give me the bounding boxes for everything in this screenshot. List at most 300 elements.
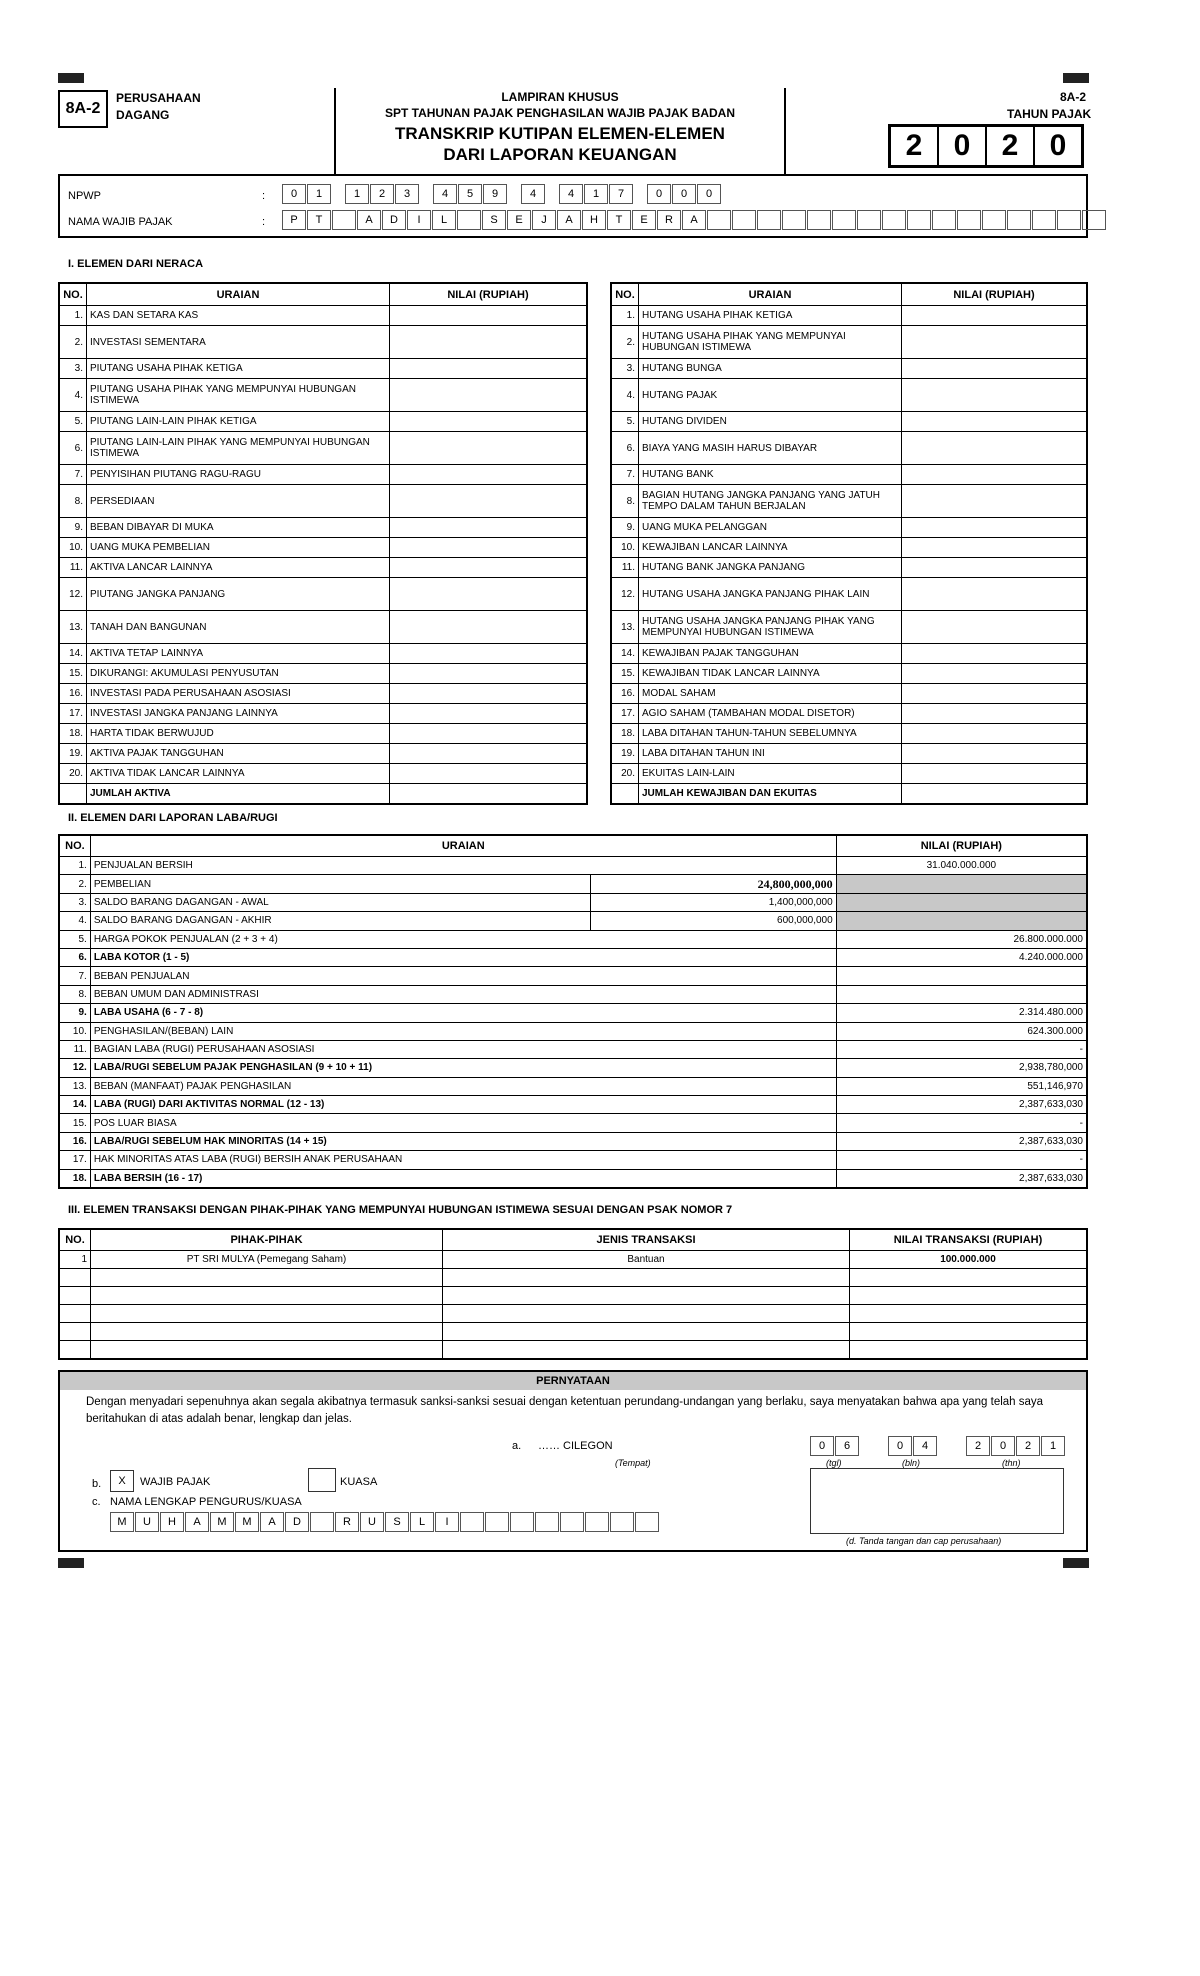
year-digit: 2 xyxy=(986,126,1034,166)
col-nilai-transaksi: NILAI TRANSAKSI (RUPIAH) xyxy=(850,1229,1088,1251)
table-row xyxy=(59,1022,1087,1040)
char-cell: P xyxy=(282,210,306,230)
char-cell xyxy=(782,210,806,230)
row-no: 19. xyxy=(59,744,87,764)
row-no: 1. xyxy=(611,306,639,326)
char-cell xyxy=(457,210,481,230)
table-row xyxy=(59,1341,1087,1360)
char-cell: 1 xyxy=(307,184,331,204)
char-cell: 6 xyxy=(835,1436,859,1456)
row-value[interactable]: 624.300.000 xyxy=(836,1022,1087,1040)
char-cell: 0 xyxy=(672,184,696,204)
row-label: SALDO BARANG DAGANGAN - AKHIR xyxy=(90,912,590,930)
char-cell: R xyxy=(335,1512,359,1532)
table-row xyxy=(59,306,587,326)
char-cell: 4 xyxy=(521,184,545,204)
char-cell xyxy=(510,1512,534,1532)
place-caption: (Tempat) xyxy=(615,1458,651,1468)
char-cell: U xyxy=(135,1512,159,1532)
total-label: JUMLAH KEWAJIBAN DAN EKUITAS xyxy=(639,784,902,805)
corner-marker-top-right xyxy=(1063,73,1089,83)
row-label: EKUITAS LAIN-LAIN xyxy=(639,764,902,784)
table-row xyxy=(59,744,587,764)
date-tgl-field[interactable] xyxy=(810,1436,860,1456)
char-cell xyxy=(535,1512,559,1532)
row-value-input[interactable] xyxy=(902,306,1088,326)
row-label: HUTANG BANK xyxy=(639,465,902,485)
row-no: 5. xyxy=(59,412,87,432)
col-uraian: URAIAN xyxy=(90,835,836,857)
char-cell: 2 xyxy=(370,184,394,204)
row-no: 1 xyxy=(59,1251,91,1269)
row-subvalue[interactable]: 600,000,000 xyxy=(591,912,837,930)
table-row xyxy=(611,764,1087,784)
row-value-input[interactable] xyxy=(390,578,588,611)
row-label: KEWAJIBAN LANCAR LAINNYA xyxy=(639,538,902,558)
char-cell: 0 xyxy=(888,1436,912,1456)
row-label: LABA KOTOR (1 - 5) xyxy=(90,948,836,966)
place-value[interactable]: …… CILEGON xyxy=(538,1440,613,1452)
row-value[interactable] xyxy=(836,967,1087,985)
char-cell xyxy=(757,210,781,230)
table-row xyxy=(59,684,587,704)
char-cell xyxy=(1032,210,1056,230)
char-cell: 2 xyxy=(1016,1436,1040,1456)
row-subvalue[interactable]: 1,400,000,000 xyxy=(591,893,837,911)
row-no: 4. xyxy=(611,379,639,412)
col-nilai: NILAI (RUPIAH) xyxy=(902,283,1088,306)
assets-table xyxy=(58,282,588,805)
char-cell xyxy=(982,210,1006,230)
cell-spacer xyxy=(546,184,558,204)
row-value-input[interactable] xyxy=(902,518,1088,538)
row-value-input[interactable] xyxy=(390,465,588,485)
bln-caption: (bln) xyxy=(902,1458,921,1468)
row-label: LABA USAHA (6 - 7 - 8) xyxy=(90,1004,836,1022)
row-value[interactable]: - xyxy=(836,1040,1087,1058)
total-value-input[interactable] xyxy=(390,784,588,805)
row-value-input[interactable] xyxy=(390,611,588,644)
row-value-input[interactable] xyxy=(390,684,588,704)
row-no: 13. xyxy=(611,611,639,644)
total-row xyxy=(59,784,587,805)
row-no: 9. xyxy=(59,518,87,538)
cell-spacer xyxy=(332,184,344,204)
title-line2: SPT TAHUNAN PAJAK PENGHASILAN WAJIB PAJAK BADAN xyxy=(384,106,736,120)
char-cell: 9 xyxy=(483,184,507,204)
row-value-input[interactable] xyxy=(390,558,588,578)
table-row xyxy=(611,359,1087,379)
npwp-colon: : xyxy=(262,190,266,202)
row-pihak[interactable] xyxy=(91,1305,443,1323)
corner-marker-bottom-right xyxy=(1063,1558,1089,1568)
row-no: 20. xyxy=(59,764,87,784)
table-row xyxy=(59,948,1087,966)
row-no: 16. xyxy=(611,684,639,704)
row-label: BAGIAN LABA (RUGI) PERUSAHAAN ASOSIASI xyxy=(90,1040,836,1058)
row-label: BAGIAN HUTANG JANGKA PANJANG YANG JATUH TEMPO DALAM TAHUN BERJALAN xyxy=(639,485,902,518)
row-value-input[interactable] xyxy=(390,744,588,764)
row-nilai[interactable]: 100.000.000 xyxy=(850,1251,1088,1269)
table-row xyxy=(59,1040,1087,1058)
col-pihak: PIHAK-PIHAK xyxy=(91,1229,443,1251)
table-row xyxy=(59,465,587,485)
tax-year-box xyxy=(888,124,1084,168)
char-cell: 4 xyxy=(433,184,457,204)
row-value-input[interactable] xyxy=(390,644,588,664)
npwp-label: NPWP xyxy=(68,190,101,202)
row-label: KAS DAN SETARA KAS xyxy=(87,306,390,326)
title-line4: DARI LAPORAN KEUANGAN xyxy=(443,145,677,164)
table-row xyxy=(59,1077,1087,1095)
wajib-pajak-checkbox[interactable]: X xyxy=(110,1470,134,1492)
npwp-field[interactable] xyxy=(282,184,722,204)
table-row xyxy=(59,1251,1087,1269)
row-value-input[interactable] xyxy=(390,379,588,412)
col-jenis: JENIS TRANSAKSI xyxy=(443,1229,850,1251)
row-jenis[interactable]: Bantuan xyxy=(443,1251,850,1269)
nama-label: NAMA WAJIB PAJAK xyxy=(68,216,173,228)
row-label: HUTANG BANK JANGKA PANJANG xyxy=(639,558,902,578)
char-cell: 0 xyxy=(282,184,306,204)
title-line3: TRANSKRIP KUTIPAN ELEMEN-ELEMEN xyxy=(395,124,725,143)
table-row xyxy=(59,857,1087,875)
table-row xyxy=(59,359,587,379)
char-cell: 4 xyxy=(559,184,583,204)
table-row xyxy=(59,412,587,432)
char-cell: I xyxy=(407,210,431,230)
row-no: 14. xyxy=(59,644,87,664)
char-cell xyxy=(1007,210,1031,230)
cell-spacer xyxy=(420,184,432,204)
row-jenis[interactable] xyxy=(443,1305,850,1323)
row-value[interactable]: 551,146,970 xyxy=(836,1077,1087,1095)
name-label: NAMA LENGKAP PENGURUS/KUASA xyxy=(110,1496,302,1508)
table-row xyxy=(611,485,1087,518)
row-label: PERSEDIAAN xyxy=(87,485,390,518)
char-cell: M xyxy=(210,1512,234,1532)
row-nilai[interactable] xyxy=(850,1323,1088,1341)
char-cell: 7 xyxy=(609,184,633,204)
char-cell: 4 xyxy=(913,1436,937,1456)
section1-title: I. ELEMEN DARI NERACA xyxy=(68,258,204,270)
row-no: 14. xyxy=(59,1096,90,1114)
row-value-input[interactable] xyxy=(390,724,588,744)
row-no: 16. xyxy=(59,684,87,704)
row-label: BEBAN DIBAYAR DI MUKA xyxy=(87,518,390,538)
row-label: AKTIVA LANCAR LAINNYA xyxy=(87,558,390,578)
table-row xyxy=(59,432,587,465)
row-label: LABA DITAHAN TAHUN INI xyxy=(639,744,902,764)
nama-pengurus-field[interactable] xyxy=(110,1512,660,1532)
table-row xyxy=(59,611,587,644)
row-nilai[interactable] xyxy=(850,1287,1088,1305)
row-no xyxy=(59,1305,91,1323)
row-value[interactable]: 4.240.000.000 xyxy=(836,948,1087,966)
row-value[interactable]: 31.040.000.000 xyxy=(836,857,1087,875)
table-row xyxy=(59,326,587,359)
row-value-input[interactable] xyxy=(390,764,588,784)
total-value-input[interactable] xyxy=(902,784,1088,805)
char-cell: A xyxy=(185,1512,209,1532)
char-cell: 0 xyxy=(697,184,721,204)
table-row xyxy=(59,1059,1087,1077)
nama-wajib-pajak-field[interactable] xyxy=(282,210,1107,230)
row-label: AKTIVA PAJAK TANGGUHAN xyxy=(87,744,390,764)
row-label: INVESTASI SEMENTARA xyxy=(87,326,390,359)
row-jenis[interactable] xyxy=(443,1287,850,1305)
char-cell: E xyxy=(632,210,656,230)
col-nilai: NILAI (RUPIAH) xyxy=(836,835,1087,857)
row-value[interactable] xyxy=(836,985,1087,1003)
row-value-input[interactable] xyxy=(390,412,588,432)
row-value-input[interactable] xyxy=(902,359,1088,379)
thn-caption: (thn) xyxy=(1002,1458,1021,1468)
row-label: LABA (RUGI) DARI AKTIVITAS NORMAL (12 - 13) xyxy=(90,1096,836,1114)
row-value-input[interactable] xyxy=(902,326,1088,359)
row-no: 18. xyxy=(59,724,87,744)
row-value-input[interactable] xyxy=(902,465,1088,485)
row-no: 10. xyxy=(59,1022,90,1040)
row-value-input[interactable] xyxy=(390,485,588,518)
table-row xyxy=(59,1323,1087,1341)
row-no: 8. xyxy=(59,985,90,1003)
row-value-input[interactable] xyxy=(390,664,588,684)
table-row xyxy=(59,764,587,784)
row-no: 6. xyxy=(59,432,87,465)
char-cell xyxy=(585,1512,609,1532)
row-value-input[interactable] xyxy=(902,538,1088,558)
row-pihak[interactable]: PT SRI MULYA (Pemegang Saham) xyxy=(91,1251,443,1269)
row-label: PEMBELIAN xyxy=(90,875,590,893)
section3-title: III. ELEMEN TRANSAKSI DENGAN PIHAK-PIHAK YANG MEMPUNYAI HUBUNGAN ISTIMEWA SESUAI DENGAN PSAK NOMOR 7 xyxy=(68,1204,733,1216)
row-nilai[interactable] xyxy=(850,1269,1088,1287)
table-row xyxy=(611,744,1087,764)
row-no: 17. xyxy=(59,704,87,724)
char-cell: S xyxy=(385,1512,409,1532)
total-row xyxy=(611,784,1087,805)
char-cell: 3 xyxy=(395,184,419,204)
row-pihak[interactable] xyxy=(91,1323,443,1341)
row-label: POS LUAR BIASA xyxy=(90,1114,836,1132)
table-row xyxy=(59,1004,1087,1022)
label-c: c. xyxy=(92,1496,101,1508)
row-value-input[interactable] xyxy=(390,538,588,558)
table-row xyxy=(611,432,1087,465)
total-label: JUMLAH AKTIVA xyxy=(87,784,390,805)
row-label: HUTANG BUNGA xyxy=(639,359,902,379)
row-no: 6. xyxy=(611,432,639,465)
row-value-input[interactable] xyxy=(390,359,588,379)
income-statement-table xyxy=(58,834,1088,1189)
char-cell xyxy=(732,210,756,230)
row-no: 18. xyxy=(611,724,639,744)
table-row xyxy=(59,1169,1087,1188)
row-value-input[interactable] xyxy=(390,518,588,538)
row-jenis[interactable] xyxy=(443,1341,850,1360)
char-cell xyxy=(857,210,881,230)
year-digit: 0 xyxy=(1034,126,1082,166)
row-no: 9. xyxy=(59,1004,90,1022)
char-cell: U xyxy=(360,1512,384,1532)
row-no: 4. xyxy=(59,912,90,930)
row-label: PIUTANG LAIN-LAIN PIHAK YANG MEMPUNYAI HUBUNGAN ISTIMEWA xyxy=(87,432,390,465)
signature-caption: (d. Tanda tangan dan cap perusahaan) xyxy=(846,1536,1002,1546)
cell-spacer xyxy=(634,184,646,204)
row-value-input[interactable] xyxy=(902,412,1088,432)
row-no: 11. xyxy=(611,558,639,578)
table-row xyxy=(59,985,1087,1003)
row-value[interactable]: - xyxy=(836,1151,1087,1169)
row-value-input[interactable] xyxy=(902,744,1088,764)
table-row xyxy=(611,558,1087,578)
char-cell xyxy=(832,210,856,230)
table-row xyxy=(611,326,1087,359)
row-jenis[interactable] xyxy=(443,1269,850,1287)
statement-text: Dengan menyadari sepenuhnya akan segala akibatnya termasuk sanksi-sanksi sesuai dengan ketentuan perundang-undangan yang berlaku, saya menyatakan bahwa apa yang telah saya beritahukan di atas adalah benar, lengkap dan jelas. xyxy=(86,1396,1044,1425)
row-value[interactable]: 2,938,780,000 xyxy=(836,1059,1087,1077)
char-cell xyxy=(485,1512,509,1532)
row-label: BEBAN PENJUALAN xyxy=(90,967,836,985)
row-label: HUTANG DIVIDEN xyxy=(639,412,902,432)
char-cell: L xyxy=(410,1512,434,1532)
row-label: HUTANG USAHA PIHAK YANG MEMPUNYAI HUBUNGAN ISTIMEWA xyxy=(639,326,902,359)
row-label: BIAYA YANG MASIH HARUS DIBAYAR xyxy=(639,432,902,465)
row-no: 6. xyxy=(59,948,90,966)
char-cell: A xyxy=(557,210,581,230)
row-jenis[interactable] xyxy=(443,1323,850,1341)
row-value-input[interactable] xyxy=(902,558,1088,578)
row-no xyxy=(59,1287,91,1305)
table-row xyxy=(611,578,1087,611)
row-no: 19. xyxy=(611,744,639,764)
row-value-input[interactable] xyxy=(390,306,588,326)
row-value-input[interactable] xyxy=(902,611,1088,644)
form-code-box: 8A-2 xyxy=(58,90,108,128)
row-value[interactable]: 2,387,633,030 xyxy=(836,1096,1087,1114)
row-pihak[interactable] xyxy=(91,1341,443,1360)
row-no: 2. xyxy=(59,875,90,893)
row-label: LABA/RUGI SEBELUM HAK MINORITAS (14 + 15) xyxy=(90,1132,836,1150)
row-value-input[interactable] xyxy=(902,704,1088,724)
char-cell: 1 xyxy=(584,184,608,204)
row-no: 7. xyxy=(59,465,87,485)
corner-marker-bottom-left xyxy=(58,1558,84,1568)
row-label: PIUTANG USAHA PIHAK YANG MEMPUNYAI HUBUNGAN ISTIMEWA xyxy=(87,379,390,412)
char-cell: A xyxy=(357,210,381,230)
row-value[interactable]: - xyxy=(836,1114,1087,1132)
liabilities-table xyxy=(610,282,1088,805)
table-row xyxy=(59,912,1087,930)
row-label: INVESTASI JANGKA PANJANG LAINNYA xyxy=(87,704,390,724)
char-cell: 5 xyxy=(458,184,482,204)
table-row xyxy=(611,664,1087,684)
row-value-disabled xyxy=(836,875,1087,893)
row-value-input[interactable] xyxy=(902,379,1088,412)
char-cell: 2 xyxy=(966,1436,990,1456)
table-row xyxy=(59,664,587,684)
tahun-pajak-label: TAHUN PAJAK xyxy=(1007,107,1092,121)
row-nilai[interactable] xyxy=(850,1305,1088,1323)
table-row xyxy=(59,1114,1087,1132)
char-cell: 1 xyxy=(1041,1436,1065,1456)
row-no: 16. xyxy=(59,1132,90,1150)
row-value[interactable]: 2.314.480.000 xyxy=(836,1004,1087,1022)
row-value-input[interactable] xyxy=(902,724,1088,744)
date-bln-field[interactable] xyxy=(888,1436,938,1456)
col-no: NO. xyxy=(59,1229,91,1251)
kuasa-checkbox[interactable] xyxy=(308,1468,336,1492)
row-no: 12. xyxy=(611,578,639,611)
row-value-input[interactable] xyxy=(902,432,1088,465)
char-cell: 1 xyxy=(345,184,369,204)
signature-box[interactable] xyxy=(810,1468,1064,1534)
table-row xyxy=(59,1287,1087,1305)
row-value-input[interactable] xyxy=(902,485,1088,518)
row-value-input[interactable] xyxy=(902,764,1088,784)
row-label: KEWAJIBAN TIDAK LANCAR LAINNYA xyxy=(639,664,902,684)
row-label: AKTIVA TETAP LAINNYA xyxy=(87,644,390,664)
row-value-input[interactable] xyxy=(902,664,1088,684)
date-thn-field[interactable] xyxy=(966,1436,1066,1456)
table-row xyxy=(59,379,587,412)
row-label: LABA DITAHAN TAHUN-TAHUN SEBELUMNYA xyxy=(639,724,902,744)
table-row xyxy=(59,1269,1087,1287)
table-row xyxy=(59,967,1087,985)
row-value[interactable]: 2,387,633,030 xyxy=(836,1169,1087,1188)
row-value[interactable]: 2,387,633,030 xyxy=(836,1132,1087,1150)
row-value[interactable]: 26.800.000.000 xyxy=(836,930,1087,948)
row-value-input[interactable] xyxy=(902,644,1088,664)
nama-colon: : xyxy=(262,216,266,228)
row-label: UANG MUKA PEMBELIAN xyxy=(87,538,390,558)
section2-title: II. ELEMEN DARI LAPORAN LABA/RUGI xyxy=(68,812,278,824)
row-value-input[interactable] xyxy=(390,704,588,724)
char-cell: M xyxy=(110,1512,134,1532)
row-no: 8. xyxy=(59,485,87,518)
label-b: b. xyxy=(92,1478,102,1490)
char-cell xyxy=(332,210,356,230)
row-value-input[interactable] xyxy=(390,326,588,359)
row-subvalue[interactable]: 24,800,000,000 xyxy=(591,875,837,893)
table-row xyxy=(611,538,1087,558)
row-pihak[interactable] xyxy=(91,1287,443,1305)
table-row xyxy=(59,724,587,744)
row-no: 2. xyxy=(59,326,87,359)
char-cell xyxy=(635,1512,659,1532)
row-no: 7. xyxy=(611,465,639,485)
col-no: NO. xyxy=(611,283,639,306)
row-no: 20. xyxy=(611,764,639,784)
table-row xyxy=(611,684,1087,704)
form-type-line1: PERUSAHAAN xyxy=(116,91,201,105)
row-value-input[interactable] xyxy=(902,684,1088,704)
row-no: 3. xyxy=(59,893,90,911)
row-value-input[interactable] xyxy=(902,578,1088,611)
row-pihak[interactable] xyxy=(91,1269,443,1287)
row-nilai[interactable] xyxy=(850,1341,1088,1360)
col-no: NO. xyxy=(59,283,87,306)
row-label: AKTIVA TIDAK LANCAR LAINNYA xyxy=(87,764,390,784)
row-label: PENGHASILAN/(BEBAN) LAIN xyxy=(90,1022,836,1040)
year-digit: 0 xyxy=(938,126,986,166)
row-value-input[interactable] xyxy=(390,432,588,465)
row-value-disabled xyxy=(836,912,1087,930)
row-no: 9. xyxy=(611,518,639,538)
table-row xyxy=(611,465,1087,485)
row-no: 11. xyxy=(59,558,87,578)
right-form-code: 8A-2 xyxy=(1060,90,1087,104)
